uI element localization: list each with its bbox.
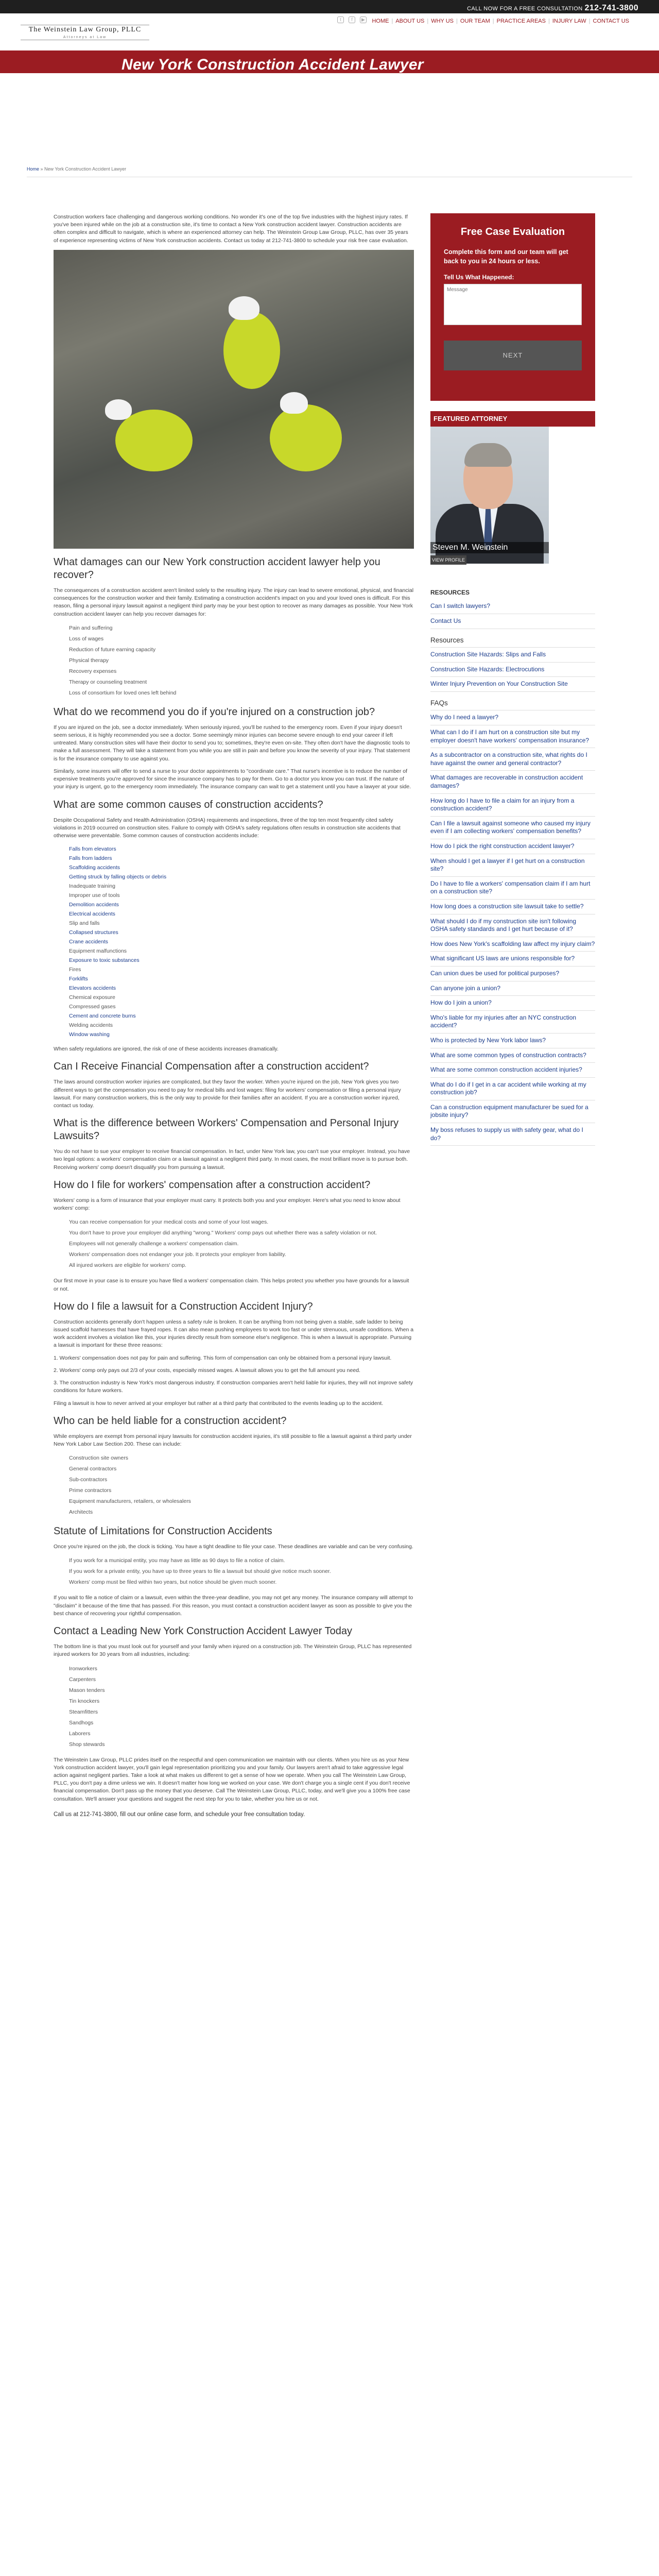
list-item: Sub-contractors [69, 1477, 108, 1483]
list-item: Construction site owners [69, 1455, 128, 1462]
list-item: Workers' compensation does not endanger your job. It protects your employer from liability. [69, 1251, 286, 1258]
paragraph: Once you're injured on the job, the clock is ticking. You have a tight deadline to file your case. These deadlines are variable and can be very confusing. [54, 1544, 413, 1550]
list-item: You don't have to prove your employer did anything "wrong." Workers' comp pays out whether there was a safety violation or not. [69, 1230, 377, 1236]
faq-link[interactable]: As a subcontractor on a construction site, what rights do I have against the owner and general contractor? [430, 748, 595, 771]
industries-list [69, 1664, 414, 1750]
list-item: Loss of wages [69, 635, 104, 642]
faq-link[interactable]: How long do I have to file a claim for an injury from a construction accident? [430, 794, 595, 817]
list-item: Mason tenders [69, 1687, 105, 1693]
faq-link[interactable]: Who's liable for my injuries after an NYC construction accident? [430, 1011, 595, 1033]
list-item: Sandhogs [69, 1719, 94, 1726]
form-label: Tell Us What Happened: [444, 274, 514, 281]
page-title: New York Construction Accident Lawyer [122, 56, 424, 73]
top-bar [0, 0, 659, 13]
list-item: Steamfitters [69, 1708, 98, 1715]
paragraph: If you wait to file a notice of claim or a lawsuit, even within the three-year deadline, you may not get any money. The insurance company will attempt to "disclaim" it because of the time that has passed. For this reason, you must contact a construction accident lawyer as soon as possible to give you the best chance of recovering your rightful compensation. [54, 1595, 413, 1617]
list-item: Equipment malfunctions [69, 948, 127, 955]
list-item: Pain and suffering [69, 624, 113, 631]
faq-link[interactable]: What can I do if I am hurt on a construction site but my employer doesn't have workers' compensation insurance? [430, 725, 595, 748]
heading-contact: Contact a Leading New York Construction Accident Lawyer Today [54, 1625, 352, 1637]
cause-link[interactable]: Cement and concrete burns [69, 1013, 136, 1020]
twitter-icon[interactable]: t [337, 16, 344, 23]
faq-link[interactable]: How do I join a union? [430, 996, 595, 1011]
list-item: Employees will not generally challenge a workers' compensation claim. [69, 1241, 239, 1247]
faq-link[interactable]: What do I do if I get in a car accident while working at my construction job? [430, 1078, 595, 1100]
form-note: Complete this form and our team will get back to you in 24 hours or less. [444, 248, 568, 265]
cause-link[interactable]: Window washing [69, 1031, 110, 1038]
faq-link[interactable]: What should I do if my construction site isn't following OSHA safety standards and I get hurt because of it? [430, 914, 595, 937]
social-links [337, 16, 367, 23]
cause-link[interactable]: Collapsed structures [69, 929, 118, 936]
liable-list [69, 1453, 414, 1518]
next-button[interactable]: NEXT [444, 341, 582, 370]
breadcrumb-current: New York Construction Accident Lawyer [44, 166, 127, 172]
paragraph: You do not have to sue your employer to receive financial compensation. In fact, under New York law, you can't sue your employer. Instead, you have two legal options: a workers' compensation claim or a lawsuit against a negligent third party. In most cases, the most brilliant move is to pursue both. Receiving workers' comp doesn't disqualify you from pursuing a lawsuit. [54, 1148, 410, 1171]
faq-link[interactable]: How long does a construction site lawsuit take to settle? [430, 900, 595, 914]
construction-photo [54, 250, 414, 549]
faq-link[interactable]: Can union dues be used for political purposes? [430, 967, 595, 981]
heading-file-comp: How do I file for workers' compensation after a construction accident? [54, 1179, 371, 1191]
list-item: Workers' comp must be filed within two years, but notice should be given much sooner. [69, 1579, 277, 1586]
sidebar [430, 213, 595, 1146]
paragraph: While employers are exempt from personal injury lawsuits for construction accident injuries, it's still possible to file a lawsuit against a third party under New York Labor Law Section 200. These can include: [54, 1433, 412, 1447]
paragraph: 1. Workers' compensation does not pay for pain and suffering. This form of compensation can only be obtained from a personal injury lawsuit. [54, 1354, 392, 1361]
paragraph: Similarly, some insurers will offer to send a nurse to your doctor appointments to "coordinate care." That nurse's incentive is to reduce the number of expensive treatments you're approved for since the insurance company has to pay for them. Go to a doctor you know you can trust. If the nature of your injury is urgent, go to the emergency room immediately. The insurance company can wait to get a statement until you have a lawyer at your side. [54, 768, 411, 790]
sidebar-link[interactable]: Can I switch lawyers? [430, 599, 595, 614]
faq-link[interactable]: What damages are recoverable in construction accident damages? [430, 771, 595, 793]
main-content [54, 213, 414, 1823]
faq-link[interactable]: What significant US laws are unions responsible for? [430, 952, 595, 967]
sidebar-link[interactable]: Construction Site Hazards: Electrocutions [430, 663, 595, 677]
list-item: General contractors [69, 1466, 117, 1472]
list-item: Compressed gases [69, 1004, 116, 1010]
list-item: Loss of consortium for loved ones left behind [69, 689, 177, 696]
list-item: Equipment manufacturers, retailers, or wholesalers [69, 1498, 191, 1505]
view-profile-button[interactable]: VIEW PROFILE [430, 555, 466, 565]
paragraph: Our first move in your case is to ensure you have filed a workers' compensation claim. This helps protect you whether you have grounds for a lawsuit or not. [54, 1278, 409, 1292]
paragraph: If you are injured on the job, see a doctor immediately. When seriously injured, you'll be rushed to the emergency room. Even if your injury doesn't seem serious, it is highly recommended you see a doctor. Some seemingly minor injuries can become severe enough to end your career if left untreated. Many construction sites will have their doctor to send you to; sometimes, they're even on-site. They often don't have the diagnostic tools to make a full assessment. They will take a statement from you while you are still in pain and before you know the severity of your injury. That statement is for the insurance company to use against you. [54, 724, 410, 762]
paragraph: The Weinstein Law Group, PLLC prides itself on the respectful and open communication we maintain with our clients. When you hire us as your New York construction accident lawyer, you'll gain legal representation prioritizing you and your family. Our lawyers aren't afraid to take aggressive legal action against negligent parties. Take a look at what makes us different to get a sense of how we operate. When you call The Weinstein Law Group, PLLC, you don't pay a dime unless we win. It doesn't matter how long we worked on your case. We don't charge you a single cent if you don't receive financial compensation. Don't pass up the money that you deserve. Call The Weinstein Law Group, PLLC, today, and we'll give you a 100% free case consultation. We'll answer your questions and suggest the next step for you to take, whether you hire us or not. [54, 1756, 410, 1802]
list-item: Laborers [69, 1730, 91, 1737]
list-item: Therapy or counseling treatment [69, 679, 147, 685]
featured-attorney-heading: FEATURED ATTORNEY [430, 411, 595, 427]
faq-link[interactable]: When should I get a lawyer if I get hurt on a construction site? [430, 854, 595, 877]
contact-cta-paragraph: Call us at 212-741-3800, fill out our online case form, and schedule your free consultation today. [54, 1811, 305, 1818]
cause-link[interactable]: Elevators accidents [69, 985, 116, 992]
cause-link[interactable]: Crane accidents [69, 939, 108, 945]
logo-name: The Weinstein Law Group, PLLC [28, 25, 142, 33]
list-item: All injured workers are eligible for workers' comp. [69, 1262, 186, 1269]
cause-link[interactable]: Demolition accidents [69, 902, 119, 908]
form-title: Free Case Evaluation [460, 226, 565, 238]
facebook-icon[interactable]: f [349, 16, 355, 23]
nav-item-team[interactable]: OUR TEAM [460, 18, 490, 24]
list-item: Slip and falls [69, 920, 100, 927]
list-item: If you work for a private entity, you have up to three years to file a lawsuit but should give notice much sooner. [69, 1568, 331, 1575]
cause-link[interactable]: Falls from elevators [69, 846, 116, 853]
list-item: If you work for a municipal entity, you may have as little as 90 days to file a notice of claim. [69, 1557, 285, 1564]
list-item: Inadequate training [69, 883, 115, 890]
site-logo[interactable] [21, 25, 149, 40]
paragraph: Filing a lawsuit is how to never arrived at your employer but rather at a third party that contributed to the events leading up to the accident. [54, 1400, 384, 1406]
cause-link[interactable]: Electrical accidents [69, 911, 115, 918]
list-item: Tin knockers [69, 1698, 100, 1704]
paragraph: The bottom line is that you must look out for yourself and your family when injured on a construction job. The Weinstein Group, PLLC has represented injured workers for 30 years from all industries, including: [54, 1643, 412, 1658]
featured-attorney [430, 427, 595, 579]
cause-link[interactable]: Exposure to toxic substances [69, 957, 140, 964]
logo-tagline: Attorneys at Law [63, 36, 107, 40]
paragraph: The consequences of a construction accident aren't limited solely to the resulting injury. The injury can lead to severe emotional, physical, and financial consequences for the construction worker and their family. Estimating a construction accident's impact on you and your loved ones is difficult. For this reason, filing a personal injury lawsuit against a negligent third party may be your best option to recover as many damages as possible. Your New York construction accident lawyer can help you recover damages for: [54, 587, 414, 617]
paragraph: When safety regulations are ignored, the risk of one of these accidents increases dramatically. [54, 1046, 279, 1053]
list-item: Physical therapy [69, 657, 109, 664]
heading-lawsuit: How do I file a lawsuit for a Construction Accident Injury? [54, 1300, 313, 1312]
breadcrumb: Home » New York Construction Accident Lawyer [27, 166, 127, 172]
nav-item-injury[interactable]: INJURY LAW [552, 18, 586, 24]
causes-list [69, 844, 414, 1039]
list-item: Ironworkers [69, 1665, 97, 1672]
cause-link[interactable]: Getting struck by falling objects or debris [69, 874, 167, 880]
heading-recommend: What do we recommend you do if you're injured on a construction job? [54, 706, 375, 718]
comp-list [69, 1217, 414, 1271]
faq-link[interactable]: What are some common construction accident injuries? [430, 1063, 595, 1078]
nav-item-why-us[interactable]: WHY US [431, 18, 454, 24]
faq-link[interactable]: Do I have to file a workers' compensation claim if I am hurt on a construction site? [430, 877, 595, 900]
nav-item-home[interactable]: HOME [372, 18, 389, 24]
list-item: Architects [69, 1509, 93, 1516]
sidebar-link[interactable]: Winter Injury Prevention on Your Construction Site [430, 677, 595, 692]
heading-statute: Statute of Limitations for Construction Accidents [54, 1526, 272, 1537]
faq-link[interactable]: How do I pick the right construction accident lawyer? [430, 839, 595, 854]
cause-link[interactable]: Scaffolding accidents [69, 865, 120, 871]
main-nav: HOME | ABOUT US | WHY US | OUR TEAM | PRACTICE AREAS | INJURY LAW | CONTACT US [372, 18, 629, 26]
nav-item-contact[interactable]: CONTACT US [593, 18, 629, 24]
cause-link[interactable]: Forklifts [69, 976, 88, 982]
list-item: You can receive compensation for your medical costs and some of your lost wages. [69, 1219, 269, 1226]
hero-banner [0, 50, 659, 73]
paragraph: Despite Occupational Safety and Health Administration (OSHA) requirements and inspections, three of the top ten most frequently cited safety violations in 2019 occurred on construction sites. Failure to comply with OSHA's safety regulations often results in construction site accidents that otherwise were preventable. Some common causes of construction accidents include: [54, 817, 401, 839]
damages-list [69, 623, 414, 699]
list-item: Chemical exposure [69, 994, 115, 1001]
intro-paragraph: Construction workers face challenging and dangerous working conditions. No wonder it's one of the top five industries with the highest injury rates. If you've been injured while on the job at a construction site, it's time to contact a New York construction accident lawyer. Construction accidents are often complex and difficult to navigate, which is where an experienced attorney can help. The Weinstein Group Law Group, PLLC, has over 35 years of experience representing victims of New York construction accidents. Contact us today at 212-741-3800 to schedule your risk free case evaluation. [54, 214, 408, 244]
breadcrumb-home[interactable]: Home [27, 166, 40, 172]
faq-link[interactable]: Can I file a lawsuit against someone who caused my injury even if I am collecting workers' compensation benefits? [430, 817, 595, 839]
faq-link[interactable]: My boss refuses to supply us with safety gear, what do I do? [430, 1123, 595, 1146]
site-header [0, 13, 659, 50]
heading-liable: Who can be held liable for a construction accident? [54, 1415, 287, 1427]
paragraph: Workers' comp is a form of insurance that your employer must carry. It protects both you and your employer. Here's what you need to know about workers' comp: [54, 1197, 401, 1212]
cause-link[interactable]: Falls from ladders [69, 855, 112, 862]
list-item: Carpenters [69, 1676, 96, 1683]
paragraph: 3. The construction industry is New York's most dangerous industry. If construction companies aren't held liable for injuries, they will not improve safety conditions for future workers. [54, 1380, 413, 1394]
list-item: Welding accidents [69, 1022, 113, 1029]
paragraph: Construction accidents generally don't happen unless a safety rule is broken. It can be anything from not being given a stable, safe ladder to being issued scaffold harnesses that have frayed ropes. It can also mean pushing employees to work too fast or under strenuous, unsafe conditions. When a work accident involves a violation like this, your injuries directly result from someone else's negligence. This is when a lawsuit is appropriate. Pursuing a lawsuit is important for these three reasons: [54, 1318, 414, 1349]
nav-item-practice[interactable]: PRACTICE AREAS [496, 18, 546, 24]
resources-heading: RESOURCES [430, 589, 470, 596]
attorney-name: Steven M. Weinstein [430, 542, 549, 553]
list-item: Reduction of future earning capacity [69, 646, 156, 653]
paragraph: The laws around construction worker injuries are complicated, but they favor the worker. When you're injured on the job, New York gives you two different ways to get the compensation you need to pay for medical bills and lost wages: filing for workers' compensation or filing a personal injury lawsuit. For many construction workers, this is the only way to provide for their families after an accident. If you are a construction worker injured, contact us today. [54, 1079, 401, 1109]
list-item: Shop stewards [69, 1741, 105, 1748]
statute-list [69, 1555, 414, 1588]
faq-link[interactable]: Can a construction equipment manufacturer be sued for a jobsite injury? [430, 1100, 595, 1123]
list-item: Fires [69, 967, 81, 973]
sidebar-link[interactable]: Contact Us [430, 614, 595, 629]
header-cta[interactable]: CALL NOW FOR A FREE CONSULTATION 212-741-3800 [467, 4, 638, 12]
faq-link[interactable]: Why do I need a lawyer? [430, 710, 595, 725]
youtube-icon[interactable]: ▶ [360, 16, 367, 23]
heading-damages: What damages can our New York construction accident lawyer help you recover? [54, 556, 380, 581]
heading-difference: What is the difference between Workers' Compensation and Personal Injury Lawsuits? [54, 1117, 399, 1142]
paragraph: 2. Workers' comp only pays out 2/3 of your costs, especially missed wages. A lawsuit allows you to get the full amount you need. [54, 1367, 360, 1374]
faq-link[interactable]: What are some common types of construction contracts? [430, 1048, 595, 1063]
heading-financial: Can I Receive Financial Compensation after a construction accident? [54, 1061, 369, 1073]
list-item: Improper use of tools [69, 892, 120, 899]
list-item: Prime contractors [69, 1487, 112, 1494]
faq-link[interactable]: Who is protected by New York labor laws? [430, 1033, 595, 1048]
header-phone: 212-741-3800 [584, 4, 638, 12]
faqs-heading: FAQs [430, 696, 595, 711]
sidebar-link[interactable]: Construction Site Hazards: Slips and Falls [430, 648, 595, 663]
nav-item-about[interactable]: ABOUT US [395, 18, 425, 24]
resources-subheading: Resources [430, 633, 595, 648]
faq-link[interactable]: How does New York's scaffolding law affect my injury claim? [430, 937, 595, 952]
list-item: Recovery expenses [69, 668, 117, 674]
heading-causes: What are some common causes of construction accidents? [54, 799, 323, 810]
message-input[interactable] [444, 284, 582, 325]
case-evaluation-form [430, 213, 595, 401]
faq-link[interactable]: Can anyone join a union? [430, 981, 595, 996]
